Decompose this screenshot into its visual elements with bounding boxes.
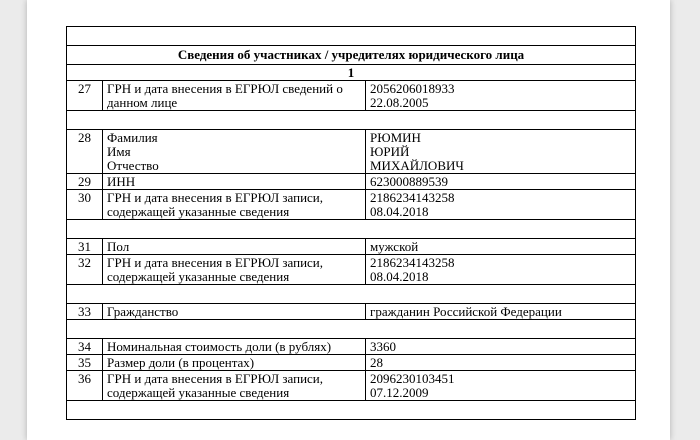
row-value: 623000889539 (366, 174, 636, 190)
document-page (27, 0, 670, 440)
row-value: гражданин Российской Федерации (366, 304, 636, 320)
row-value: 28 (366, 355, 636, 371)
row-number: 36 (67, 371, 103, 401)
row-label: Гражданство (103, 304, 366, 320)
table-row (67, 239, 636, 255)
table-row (67, 81, 636, 111)
spacer-row (67, 285, 636, 304)
row-value: 2056206018933 22.08.2005 (366, 81, 636, 111)
group-number-row (67, 65, 636, 81)
table-row (67, 130, 636, 174)
row-label: ИНН (103, 174, 366, 190)
row-value: 2186234143258 08.04.2018 (366, 190, 636, 220)
row-value: 2186234143258 08.04.2018 (366, 255, 636, 285)
table-row (67, 190, 636, 220)
spacer-row (67, 320, 636, 339)
row-number: 30 (67, 190, 103, 220)
row-value: мужской (366, 239, 636, 255)
table-row (67, 174, 636, 190)
table-row (67, 355, 636, 371)
group-number: 1 (67, 65, 636, 81)
spacer-row (67, 111, 636, 130)
section-header-row (67, 46, 636, 65)
row-number: 33 (67, 304, 103, 320)
row-label: ГРН и дата внесения в ЕГРЮЛ записи, содержащей указанные сведения (103, 255, 366, 285)
table-row (67, 304, 636, 320)
spacer-row (67, 401, 636, 420)
spacer-row (67, 220, 636, 239)
row-label: ГРН и дата внесения в ЕГРЮЛ записи, содержащей указанные сведения (103, 371, 366, 401)
row-label: Номинальная стоимость доли (в рублях) (103, 339, 366, 355)
row-value: РЮМИН ЮРИЙ МИХАЙЛОВИЧ (366, 130, 636, 174)
table-row (67, 339, 636, 355)
row-label: Фамилия Имя Отчество (103, 130, 366, 174)
row-number: 28 (67, 130, 103, 174)
row-number: 32 (67, 255, 103, 285)
row-label: Пол (103, 239, 366, 255)
row-label: ГРН и дата внесения в ЕГРЮЛ записи, содержащей указанные сведения (103, 190, 366, 220)
row-number: 35 (67, 355, 103, 371)
row-label: Размер доли (в процентах) (103, 355, 366, 371)
row-value: 3360 (366, 339, 636, 355)
table-row (67, 255, 636, 285)
row-label: ГРН и дата внесения в ЕГРЮЛ сведений о данном лице (103, 81, 366, 111)
row-number: 31 (67, 239, 103, 255)
table-row (67, 371, 636, 401)
row-number: 34 (67, 339, 103, 355)
section-title: Сведения об участниках / учредителях юридического лица (67, 46, 636, 65)
egrul-extract-table (66, 26, 636, 420)
row-number: 29 (67, 174, 103, 190)
spacer-row (67, 27, 636, 46)
row-number: 27 (67, 81, 103, 111)
row-value: 2096230103451 07.12.2009 (366, 371, 636, 401)
